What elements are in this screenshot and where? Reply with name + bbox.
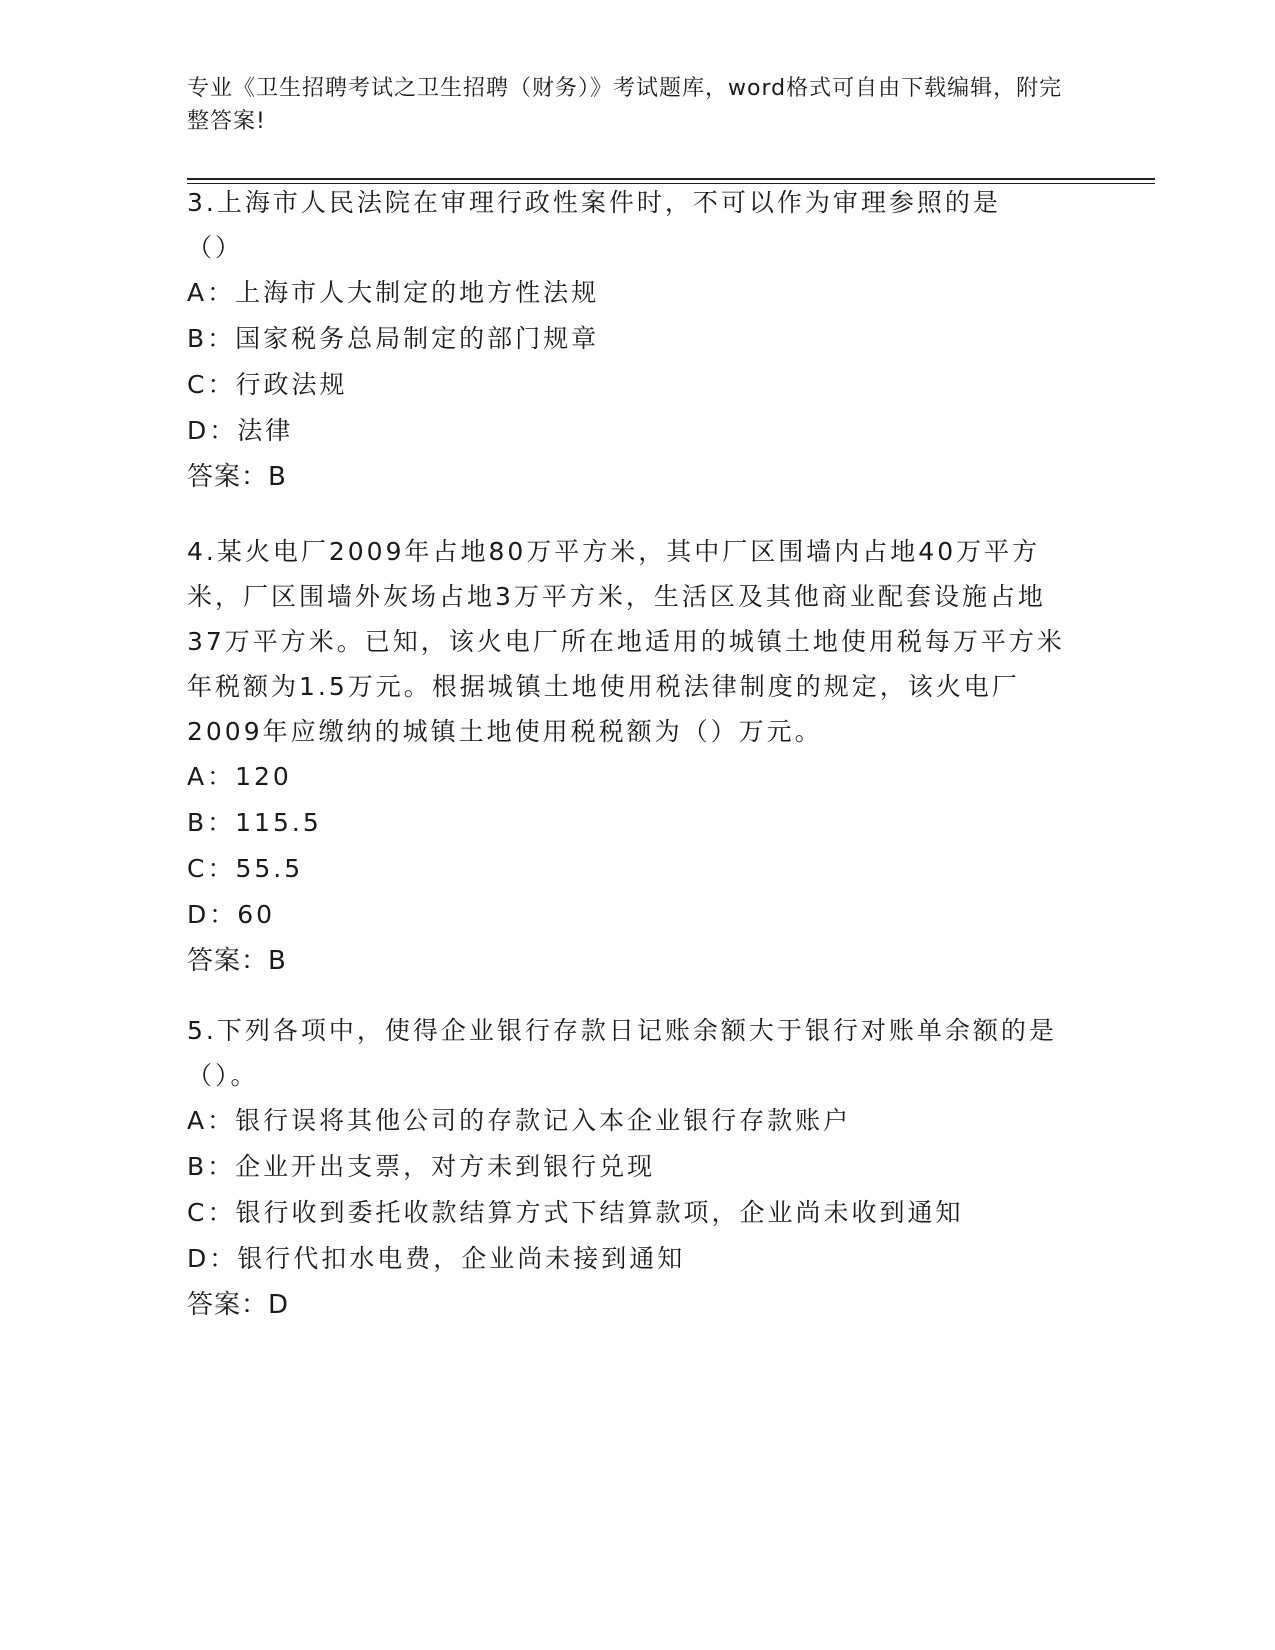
answer: 答案：D: [187, 1290, 290, 1320]
option-b: B：企业开出支票，对方未到银行兑现: [187, 1152, 656, 1181]
option-d: D：60: [187, 900, 276, 929]
question-stem: 4.某火电厂2009年占地80万平方米，其中厂区围墙内占地40万平方米，厂区围墙外灰场占地3万平方米，生活区及其他商业配套设施占地37万平方米。已知，该火电厂所在地适用的城镇土地使用税每万平方米年税额为1.5万元。根据城镇土地使用税法律制度的规定，该火电厂2009年应缴纳的城镇土地使用税税额为（）万元。: [187, 537, 1065, 746]
option-d: D：银行代扣水电费，企业尚未接到通知: [187, 1244, 686, 1273]
option-a: A：银行误将其他公司的存款记入本企业银行存款账户: [187, 1106, 852, 1135]
option-c: C：银行收到委托收款结算方式下结算款项，企业尚未收到通知: [187, 1198, 964, 1227]
answer: 答案：B: [187, 462, 287, 492]
option-d: D：法律: [187, 416, 294, 445]
question-4: [187, 529, 1077, 984]
option-b: B：115.5: [187, 808, 322, 837]
answer: 答案：B: [187, 946, 287, 976]
option-a: A：上海市人大制定的地方性法规: [187, 278, 600, 307]
question-3: [187, 180, 1077, 500]
document-header: 专业《卫生招聘考试之卫生招聘（财务）》考试题库，word格式可自由下载编辑，附完整答案!: [187, 76, 1063, 134]
question-5: [187, 1008, 1077, 1328]
question-stem: 3.上海市人民法院在审理行政性案件时，不可以作为审理参照的是（）: [187, 188, 1001, 262]
option-b: B：国家税务总局制定的部门规章: [187, 324, 600, 353]
option-c: C：行政法规: [187, 370, 348, 399]
question-stem: 5.下列各项中，使得企业银行存款日记账余额大于银行对账单余额的是（）。: [187, 1016, 1057, 1090]
option-c: C：55.5: [187, 854, 304, 883]
option-a: A：120: [187, 762, 292, 791]
